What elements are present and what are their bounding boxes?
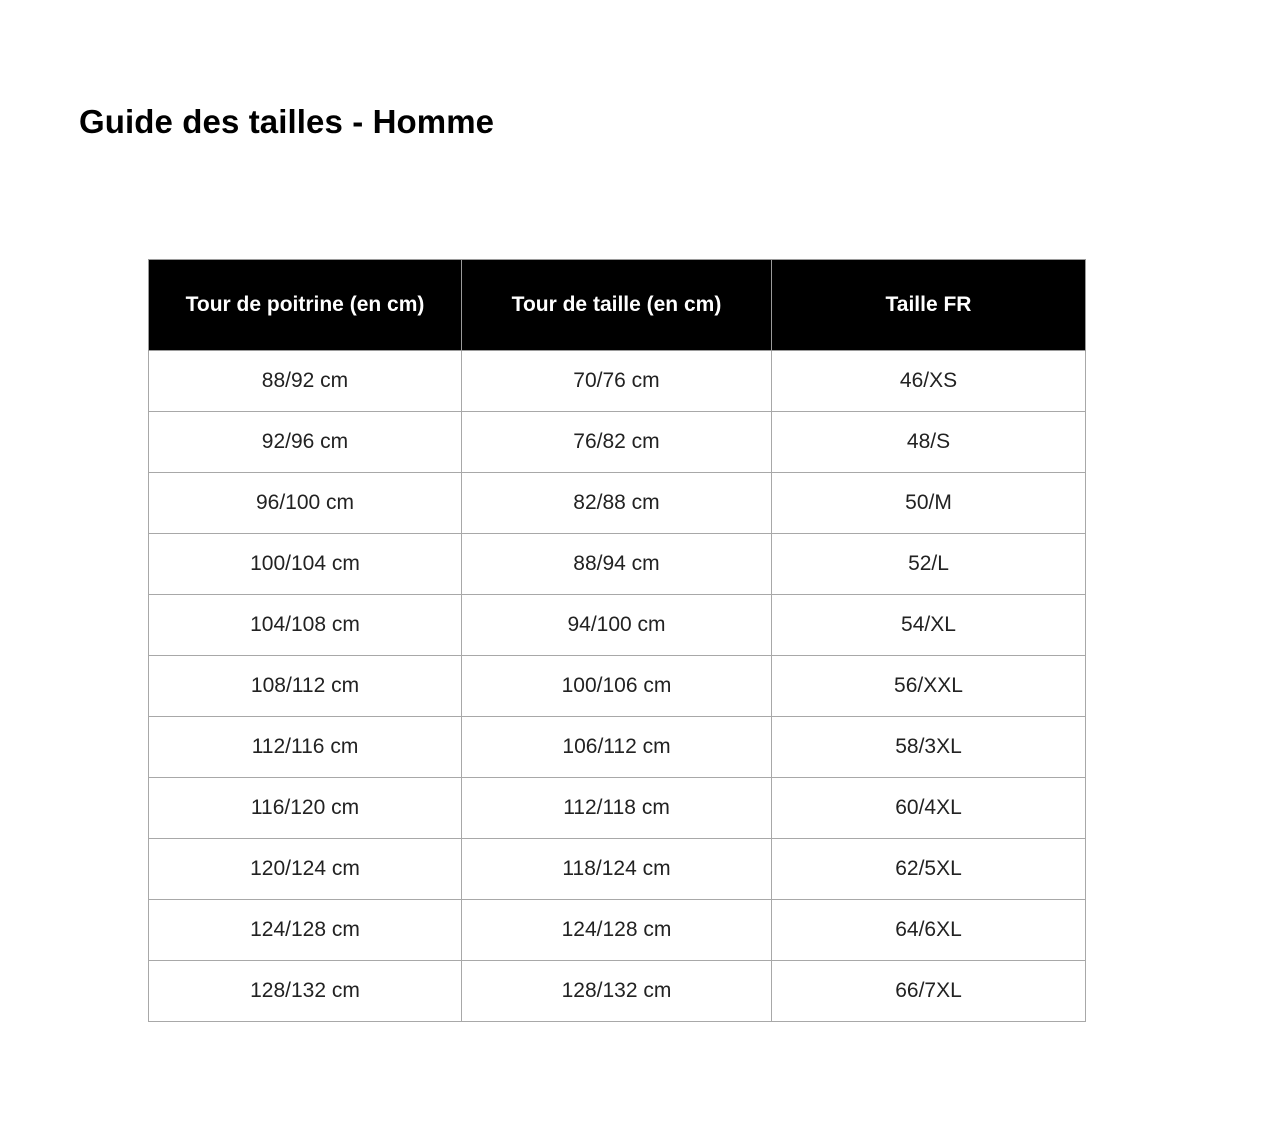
cell-waist: 94/100 cm — [462, 595, 772, 656]
cell-size-fr: 48/S — [772, 412, 1086, 473]
cell-size-fr: 56/XXL — [772, 656, 1086, 717]
cell-waist: 128/132 cm — [462, 961, 772, 1022]
cell-size-fr: 52/L — [772, 534, 1086, 595]
cell-chest: 100/104 cm — [149, 534, 462, 595]
cell-chest: 120/124 cm — [149, 839, 462, 900]
cell-chest: 124/128 cm — [149, 900, 462, 961]
cell-chest: 92/96 cm — [149, 412, 462, 473]
header-chest: Tour de poitrine (en cm) — [149, 260, 462, 351]
cell-chest: 128/132 cm — [149, 961, 462, 1022]
cell-waist: 70/76 cm — [462, 351, 772, 412]
cell-size-fr: 64/6XL — [772, 900, 1086, 961]
table-row — [149, 351, 1086, 412]
cell-size-fr: 66/7XL — [772, 961, 1086, 1022]
header-waist: Tour de taille (en cm) — [462, 260, 772, 351]
table-row — [149, 900, 1086, 961]
cell-chest: 88/92 cm — [149, 351, 462, 412]
size-guide-table — [148, 259, 1086, 1022]
cell-chest: 112/116 cm — [149, 717, 462, 778]
table-row — [149, 961, 1086, 1022]
cell-size-fr: 46/XS — [772, 351, 1086, 412]
cell-waist: 82/88 cm — [462, 473, 772, 534]
cell-size-fr: 50/M — [772, 473, 1086, 534]
table-row — [149, 595, 1086, 656]
cell-chest: 116/120 cm — [149, 778, 462, 839]
cell-size-fr: 58/3XL — [772, 717, 1086, 778]
table-row — [149, 412, 1086, 473]
table-row — [149, 473, 1086, 534]
cell-chest: 104/108 cm — [149, 595, 462, 656]
cell-size-fr: 54/XL — [772, 595, 1086, 656]
cell-waist: 100/106 cm — [462, 656, 772, 717]
cell-size-fr: 62/5XL — [772, 839, 1086, 900]
cell-waist: 88/94 cm — [462, 534, 772, 595]
cell-size-fr: 60/4XL — [772, 778, 1086, 839]
table-header-row — [149, 260, 1086, 351]
table-row — [149, 656, 1086, 717]
page-title: Guide des tailles - Homme — [79, 103, 495, 140]
cell-waist: 76/82 cm — [462, 412, 772, 473]
cell-waist: 124/128 cm — [462, 900, 772, 961]
cell-waist: 118/124 cm — [462, 839, 772, 900]
cell-chest: 96/100 cm — [149, 473, 462, 534]
table-row — [149, 839, 1086, 900]
table-row — [149, 534, 1086, 595]
cell-waist: 106/112 cm — [462, 717, 772, 778]
header-size-fr: Taille FR — [772, 260, 1086, 351]
cell-chest: 108/112 cm — [149, 656, 462, 717]
table-row — [149, 717, 1086, 778]
table-row — [149, 778, 1086, 839]
cell-waist: 112/118 cm — [462, 778, 772, 839]
